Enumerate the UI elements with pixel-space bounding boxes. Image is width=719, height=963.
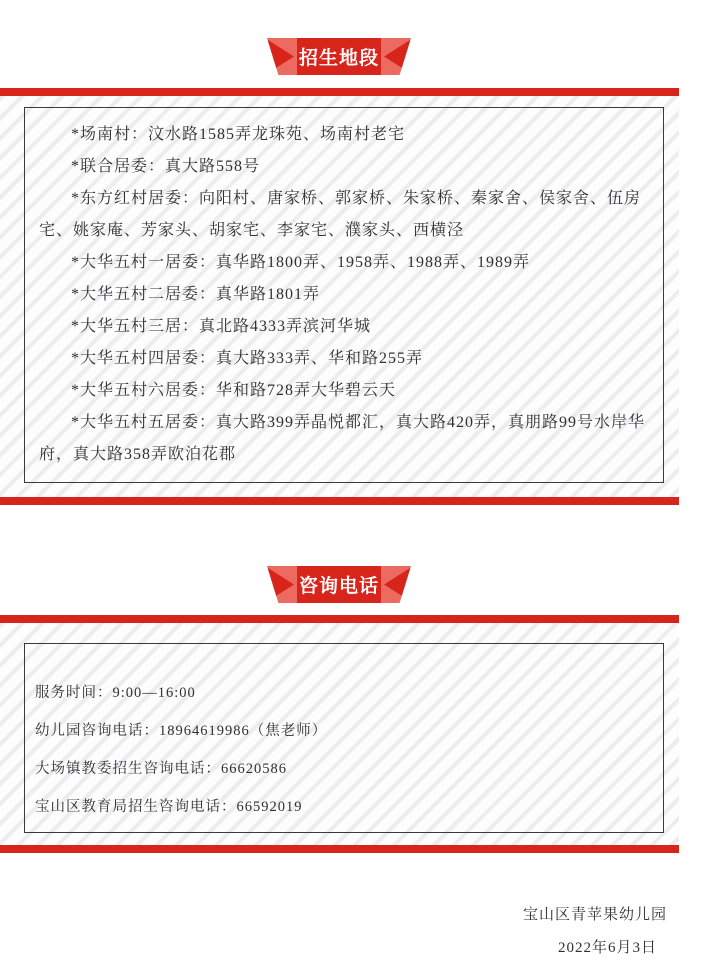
district-section-background [0,96,679,497]
district-item: *大华五村六居委：华和路728弄大华碧云天 [71,382,397,399]
divider-bar-bottom-2 [0,845,679,853]
signature-organization: 宝山区青苹果幼儿园 [522,907,667,923]
divider-bar-bottom-1 [0,497,679,505]
consultation-phone-banner-title: 咨询电话 [297,566,381,603]
district-item: *大华五村三居：真北路4333弄滨河华城 [71,318,372,335]
district-item: *场南村：汶水路1585弄龙珠苑、场南村老宅 [71,126,406,143]
divider-bar-top-1 [0,88,679,96]
service-hours-line: 服务时间：9:00—16:00 [35,685,196,701]
district-item: *东方红村居委：向阳村、唐家桥、郭家桥、朱家桥、秦家舍、侯家舍、伍房宅、姚家庵、芳家头、胡家宅、李家宅、濮家头、西横泾 [39,190,642,239]
town-committee-phone-line: 大场镇教委招生咨询电话：66620586 [35,761,287,777]
district-bureau-phone-line: 宝山区教育局招生咨询电话：66592019 [35,799,303,815]
ribbon-right-fold [381,38,411,75]
contact-info-box [24,643,664,833]
district-item: *大华五村一居委：真华路1800弄、1958弄、1988弄、1989弄 [71,254,531,271]
district-item: *大华五村二居委：真华路1801弄 [71,286,321,303]
phone-section-background [0,623,679,845]
signature-date: 2022年6月3日 [557,940,657,956]
divider-bar-top-2 [0,615,679,623]
kindergarten-phone-line: 幼儿园咨询电话：18964619986（焦老师） [35,723,328,739]
enrollment-district-banner-title: 招生地段 [297,38,381,75]
enrollment-district-ribbon [267,38,411,75]
district-item: *大华五村五居委：真大路399弄晶悦都汇，真大路420弄，真朋路99号水岸华府，真大路358弄欧泊花郡 [39,414,646,463]
consultation-phone-ribbon [267,566,411,603]
ribbon-right-fold [381,566,411,603]
district-list-box [24,107,664,483]
district-item: *联合居委：真大路558号 [71,158,261,175]
district-item: *大华五村四居委：真大路333弄、华和路255弄 [71,350,424,367]
ribbon-left-fold [267,38,297,75]
ribbon-left-fold [267,566,297,603]
